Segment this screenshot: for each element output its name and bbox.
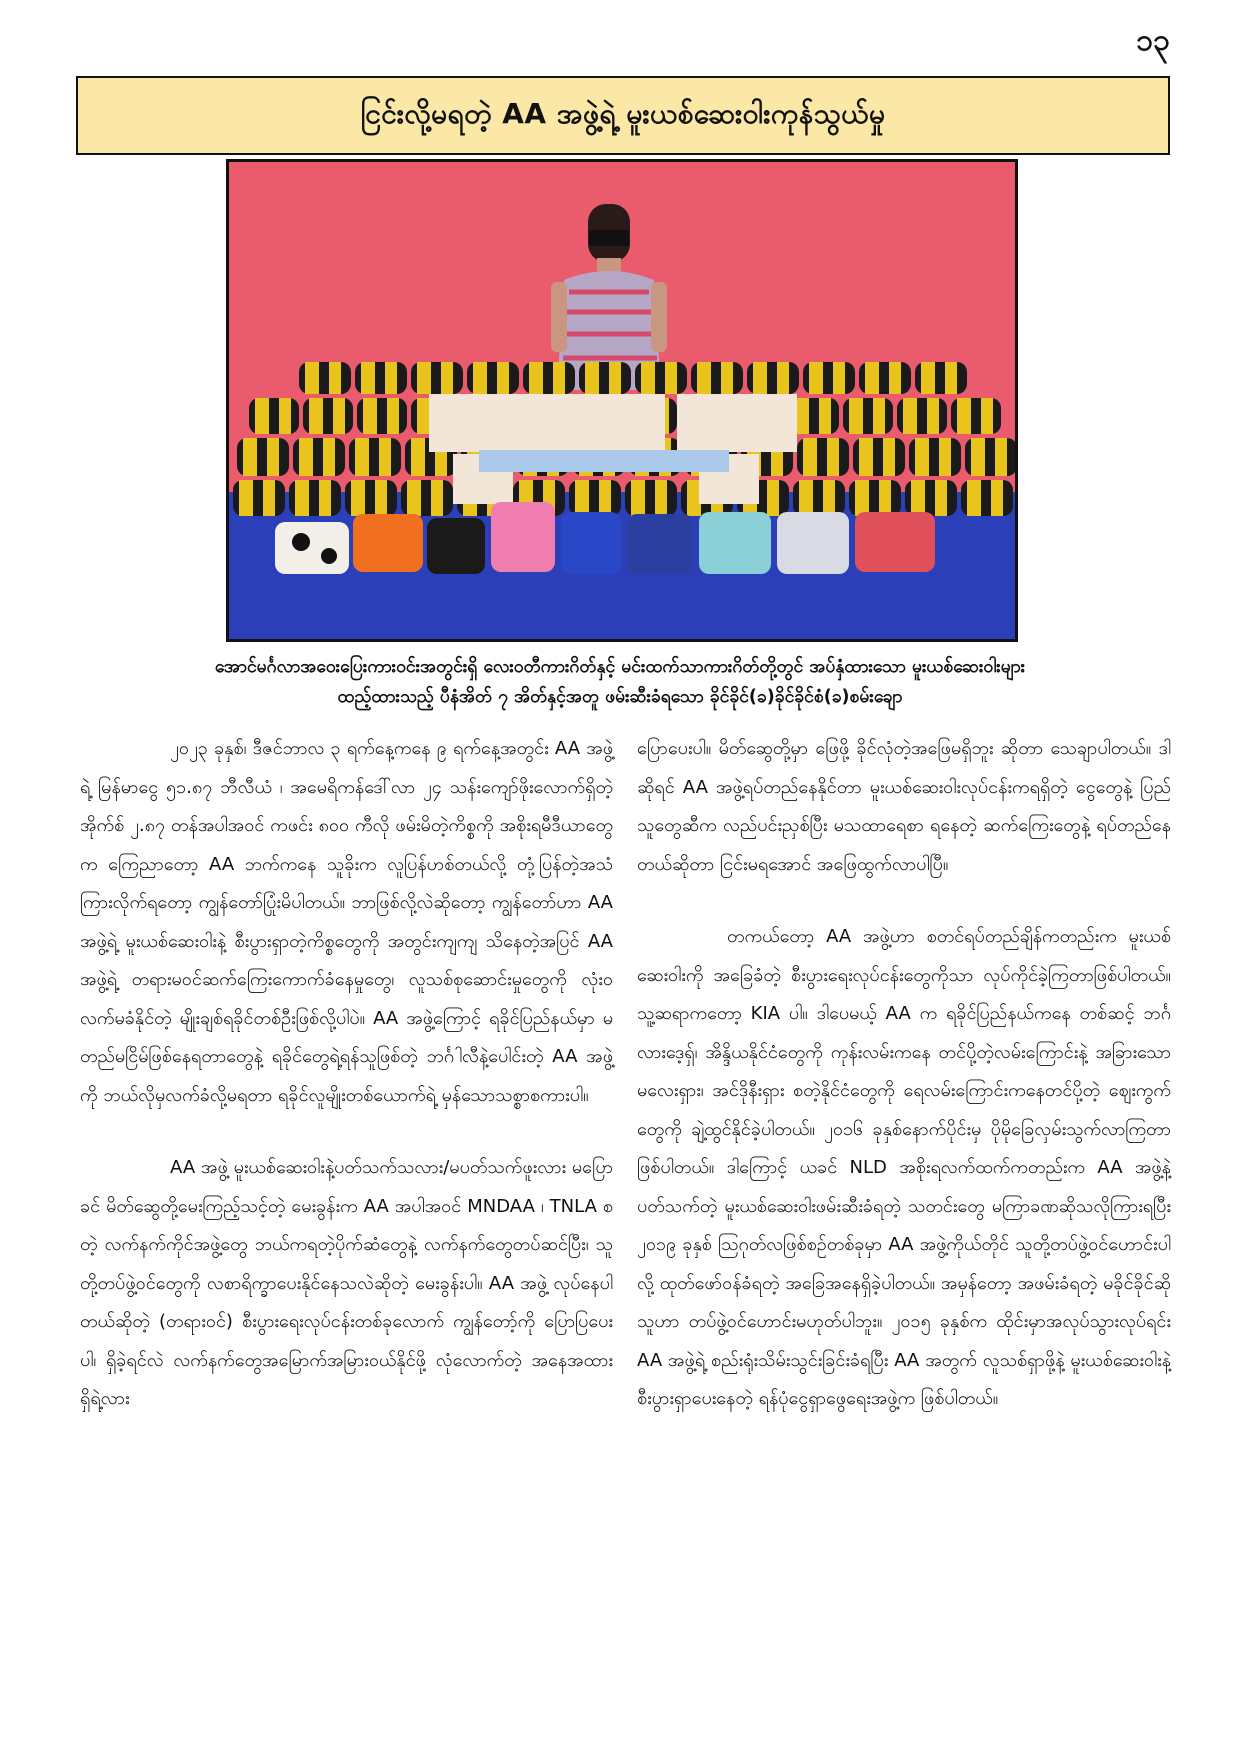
package-tape: [363, 398, 377, 434]
package-tape: [991, 480, 1003, 516]
package-tape: [819, 398, 831, 434]
package-tape: [873, 398, 885, 434]
photo-caption: [80, 652, 1160, 712]
package-tape: [915, 438, 929, 476]
caption-line-1: အောင်မင်္ဂလာအဝေးပြေးကားဝင်းအတွင်းရှိ လေးဝတီကားဂိတ်နှင့် မင်းထက်သာကားဂိတ်တို့တွင် အပ်နှံထားသော မူးယစ်ဆေးဝါးများ: [214, 657, 1026, 677]
package-tape: [823, 480, 835, 516]
package-tape: [849, 398, 863, 434]
package-tape: [809, 362, 823, 394]
package-tape: [609, 362, 621, 394]
package-tape: [883, 438, 895, 476]
package-tape: [935, 480, 947, 516]
package-tape: [295, 480, 309, 516]
package-tape: [795, 398, 809, 434]
package-tape: [921, 362, 935, 394]
package-tape: [721, 362, 733, 394]
article-title: ငြင်းလို့မရတဲ့ AA အဖွဲ့ရဲ့ မူးယစ်ဆေးဝါးကုန်သွယ်မှု: [360, 96, 886, 130]
package-tape: [305, 362, 319, 394]
package-tape: [879, 480, 891, 516]
package-tape: [945, 362, 957, 394]
package-tape: [279, 398, 291, 434]
package-tape: [263, 480, 275, 516]
package-tape: [665, 362, 677, 394]
package-tape: [865, 362, 879, 394]
paragraph: ၂၀၂၃ ခုနှစ်၊ ဒီဇင်ဘာလ ၃ ရက်နေ့ကနေ ၉ ရက်နေ့အတွင်း AA အဖွဲ့ရဲ့ မြန်မာငွေ ၅၁.၈၇ ဘီလီယံ ၊ အမေရိကန်ဒေါ်လာ ၂၄ သန်းကျော်ဖိုးလောက်ရှိတဲ့ အိုက်စ် ၂.၈၇ တန်အပါအဝင် ကဖင်း ၈၀၀ ကီလို ဖမ်းမိတဲ့ကိစ္စကို အစိုးရမီဒီယာတွေက ကြေညာတော့ AA ဘက်ကနေ သူခိုးက လူပြန်ဟစ်တယ်လို့ တုံ့ပြန်တဲ့အသံကြားလိုက်ရတော့ ကျွန်တော်ပြုံးမိပါတယ်။ ဘာဖြစ်လို့လဲဆိုတော့ ကျွန်တော်ဟာ AA အဖွဲ့ရဲ့ မူးယစ်ဆေးဝါးနဲ့ စီးပွားရှာတဲ့ကိစ္စတွေကို အတွင်းကျကျ သိနေတဲ့အပြင် AA အဖွဲ့ရဲ့ တရားမဝင်ဆက်ကြေးကောက်ခံနေမှုတွေ၊ လူသစ်စုဆောင်းမှုတွေကို လုံးဝလက်မခံနိုင်တဲ့ မျိုးချစ်ရခိုင်တစ်ဦးဖြစ်လို့ပါပဲ။ AA အဖွဲ့ကြောင့် ရခိုင်ပြည်နယ်မှာ မတည်မငြိမ်ဖြစ်နေရတာတွေနဲ့ ရခိုင်တွေရဲ့ရန်သူဖြစ်တဲ့ ဘင်္ဂါလီနဲ့ပေါင်းတဲ့ AA အဖွဲ့ကို ဘယ်လိုမှလက်ခံလို့မရတာ ရခိုင်လူမျိုးတစ်ယောက်ရဲ့ မှန်သောသစ္စာစကားပါ။: [80, 738, 613, 1106]
package-tape: [441, 362, 453, 394]
package-tape: [575, 480, 589, 516]
package-tape: [417, 398, 431, 434]
paragraph: တကယ်တော့ AA အဖွဲ့ဟာ စတင်ရပ်တည်ချိန်ကတည်းက မူးယစ်ဆေးဝါးကို အခြေခံတဲ့ စီးပွားရေးလုပ်ငန်းတွေကိုသာ လုပ်ကိုင်ခဲ့ကြတာဖြစ်ပါတယ်။ သူ့ဆရာကတော့ KIA ပါ။ ဒါပေမယ့် AA က ရခိုင်ပြည်နယ်ကနေ တစ်ဆင့် ဘင်္ဂလားဒေ့ရှ်၊ အိန္ဒိယနိုင်ငံတွေကို ကုန်းလမ်းကနေ တင်ပို့တဲ့လမ်းကြောင်းနဲ့ အခြားသော မလေးရှား၊ အင်ဒိုနီးရှား စတဲ့နိုင်ငံတွေကို ရေလမ်းကြောင်းကနေတင်ပို့တဲ့ ဈေးကွက်တွေကို ချဲ့ထွင်နိုင်ခဲ့ပါတယ်။ ၂၀၁၆ ခုနှစ်နောက်ပိုင်းမှ ပိုမိုခြေလှမ်းသွက်လာကြတာဖြစ်ပါတယ်။ ဒါကြောင့် ယခင် NLD အစိုးရလက်ထက်ကတည်းက AA အဖွဲ့နဲ့ ပတ်သက်တဲ့ မူးယစ်ဆေးဝါးဖမ်းဆီးခံရတဲ့ သတင်းတွေ မကြာခဏဆိုသလိုကြားရပြီး ၂၀၁၉ ခုနှစ် ဩဂုတ်လဖြစ်စဉ်တစ်ခုမှာ AA အဖွဲ့ကိုယ်တိုင် သူတို့တပ်ဖွဲ့ဝင်ဟောင်းပါလို့ ထုတ်ဖော်ဝန်ခံရတဲ့ အခြေအနေရှိခဲ့ပါတယ်။ အမှန်တော့ အဖမ်းခံရတဲ့ မခိုင်ခိုင်ဆိုသူဟာ တပ်ဖွဲ့ဝင်ဟောင်းမဟုတ်ပါဘူး။ ၂၀၁၅ ခုနှစ်က ထိုင်းမှာအလုပ်သွားလုပ်ရင်း AA အဖွဲ့ရဲ့ စည်းရုံးသိမ်းသွင်းခြင်းခံရပြီး AA အတွက် လူသစ်ရှာဖို့နဲ့ မူးယစ်ဆေးဝါးနဲ့ စီးပွားရှာပေးနေတဲ့ ရန်ပုံငွေရှာဖွေရေးအဖွဲ့က ဖြစ်ပါတယ်။: [637, 926, 1171, 1409]
package-tape: [473, 362, 487, 394]
paragraph: ပြောပေးပါ။ မိတ်ဆွေတို့မှာ ဖြေဖို့ ခိုင်လုံတဲ့အဖြေမရှိဘူး ဆိုတာ သေချာပါတယ်။ ဒါဆိုရင် AA အဖွဲ့ရပ်တည်နေနိုင်တာ မူးယစ်ဆေးဝါးလုပ်ငန်းကရရှိတဲ့ ငွေတွေနဲ့ ပြည်သူတွေဆီက လည်ပင်းညှစ်ပြီး မသထာရေစာ ရနေတဲ့ ဆက်ကြေးတွေနဲ့ ရပ်တည်နေတယ်ဆိုတာ ငြင်းမရအောင် အဖြေထွက်လာပါပြီ။: [637, 738, 1171, 875]
package-tape: [827, 438, 839, 476]
package-tape: [981, 398, 993, 434]
package-tape: [553, 362, 565, 394]
package-tape: [407, 480, 421, 516]
package-tape: [859, 438, 873, 476]
package-tape: [255, 398, 269, 434]
package-tape: [385, 362, 397, 394]
package-tape: [927, 398, 939, 434]
package-tape: [687, 480, 701, 516]
package-tape: [417, 362, 431, 394]
package-tape: [243, 438, 257, 476]
photo-icon: [229, 162, 1015, 639]
package-tape: [361, 362, 375, 394]
package-tape: [299, 438, 313, 476]
package-tape: [309, 398, 323, 434]
page-number: ၁၃: [1136, 23, 1170, 58]
package-tape: [903, 398, 917, 434]
package-tape: [387, 398, 399, 434]
package-tape: [939, 438, 951, 476]
package-tape: [697, 362, 711, 394]
paragraph: AA အဖွဲ့ မူးယစ်ဆေးဝါးနဲ့ပတ်သက်သလား/မပတ်သက်ဖူးလား မပြောခင် မိတ်ဆွေတို့မေးကြည့်သင့်တဲ့ မေးခွန်းက AA အပါအဝင် MNDAA ၊ TNLA စတဲ့ လက်နက်ကိုင်အဖွဲ့တွေ ဘယ်ကရတဲ့ပိုက်ဆံတွေနဲ့ လက်နက်တွေတပ်ဆင်ပြီး၊ သူတို့တပ်ဖွဲ့ဝင်တွေကို လစာရိက္ခာပေးနိုင်နေသလဲဆိုတဲ့ မေးခွန်းပါ။ AA အဖွဲ့ လုပ်နေပါတယ်ဆိုတဲ့ (တရားဝင်) စီးပွားရေးလုပ်ငန်းတစ်ခုလောက် ကျွန်တော့်ကို ပြောပြပေးပါ၊ ရှိခဲ့ရင်လဲ လက်နက်တွေအမြောက်အမြားဝယ်နိုင်ဖို့ လုံလောက်တဲ့ အနေအထား ရှိရဲ့လား: [80, 1157, 613, 1409]
package-tape: [333, 398, 345, 434]
package-tape: [995, 438, 1007, 476]
package-tape: [411, 438, 425, 476]
package-tape: [497, 362, 509, 394]
package-tape: [803, 438, 817, 476]
package-tape: [753, 362, 767, 394]
package-tape: [355, 438, 369, 476]
package-tape: [655, 480, 667, 516]
package-tape: [599, 480, 611, 516]
package-tape: [323, 438, 335, 476]
body-column-right: [637, 730, 1171, 1453]
package-tape: [431, 480, 443, 516]
package-tape: [889, 362, 901, 394]
package-tape: [529, 362, 543, 394]
package-tape: [855, 480, 869, 516]
package-tape: [631, 480, 645, 516]
package-tape: [833, 362, 845, 394]
package-tape: [351, 480, 365, 516]
package-tape: [777, 362, 789, 394]
package-tape: [239, 480, 253, 516]
caption-line-2: ထည့်ထားသည့် ပီနံအိတ် ၇ အိတ်နှင့်အတူ ဖမ်းဆီးခံရသော ခိုင်ခိုင်(ခ)ခိုင်ခိုင်စံ(ခ)စမ်းချော: [337, 687, 903, 707]
package-tape: [379, 438, 391, 476]
package-tape: [799, 480, 813, 516]
body-column-left: [80, 730, 613, 1453]
package-tape: [375, 480, 387, 516]
package-tape: [767, 480, 779, 516]
package-tape: [319, 480, 331, 516]
package-tape: [971, 438, 985, 476]
package-tape: [641, 362, 655, 394]
package-tape: [329, 362, 341, 394]
package-tape: [967, 480, 981, 516]
evidence-photo: [226, 159, 1018, 642]
package-tape: [585, 362, 599, 394]
package-tape: [267, 438, 279, 476]
package-tape: [911, 480, 925, 516]
article-title-box: [76, 76, 1170, 155]
package-tape: [957, 398, 971, 434]
